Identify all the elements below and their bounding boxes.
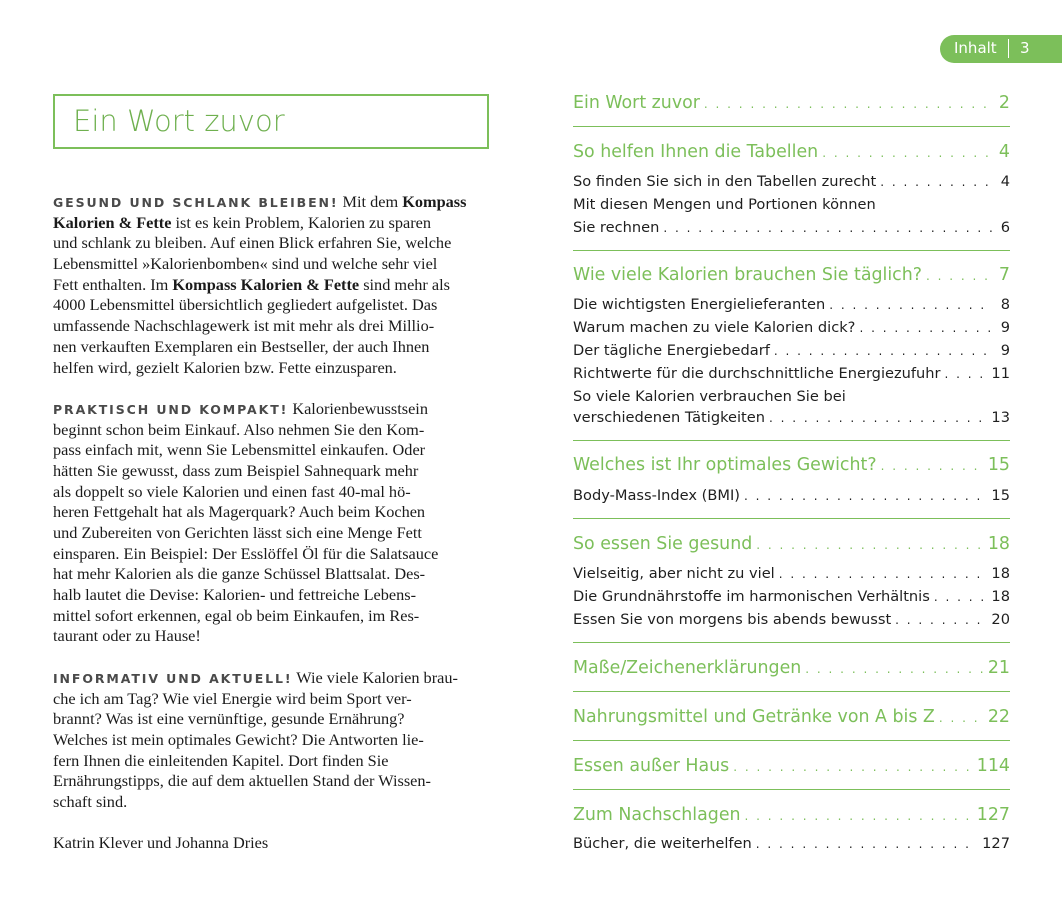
paragraph-gap — [53, 813, 493, 834]
text-line: fern Ihnen die einleitenden Kapitel. Dort finden Sie — [53, 750, 389, 770]
paragraph-heading: GESUND UND SCHLANK BLEIBEN! — [53, 195, 339, 210]
section-label: Inhalt — [954, 39, 997, 57]
text-line: hätten Sie gewusst, dass zum Beispiel Sahnequark mehr — [53, 460, 419, 480]
dot-leader — [822, 146, 992, 160]
toc-chapter-masse[interactable]: Maße/Zeichenerklärungen . . . 21 — [573, 658, 1010, 678]
toc-page: 18 — [987, 534, 1010, 554]
paragraph-heading: PRAKTISCH UND KOMPAKT! — [53, 401, 289, 417]
paragraph-gap — [53, 647, 493, 668]
toc-page: 9 — [1000, 319, 1010, 336]
toc-page: 13 — [991, 409, 1010, 426]
toc-chapter-kalorien-taeglich[interactable]: Wie viele Kalorien brauchen Sie täglich? . . . 7 — [573, 265, 1010, 285]
dot-leader — [895, 613, 987, 627]
text-line: che ich am Tag? Wie viel Energie wird beim Sport ver- — [53, 688, 412, 708]
text-line: schaft sind. — [53, 791, 128, 811]
toc-page: 22 — [987, 707, 1010, 727]
toc-page: 2 — [998, 93, 1010, 113]
toc-page: 20 — [991, 611, 1010, 628]
text-line: Fett enthalten. Im Kompass Kalorien & Fette sind mehr als — [53, 274, 451, 294]
intro-text — [53, 192, 493, 854]
intro-title: Ein Wort zuvor — [73, 104, 285, 138]
toc-divider — [573, 642, 1010, 643]
toc-divider — [573, 126, 1010, 127]
text-line: und Zubereiten von Gerichten lässt sich eine Menge Fett — [53, 523, 422, 542]
toc-page: 11 — [991, 365, 1010, 382]
toc-divider — [573, 691, 1010, 692]
text-line: als doppelt so viele Kalorien und einen fast 40-mal hö- — [53, 481, 411, 501]
text-line: und schlank zu bleiben. Auf einen Blick erfahren Sie, welche — [53, 233, 452, 253]
toc-chapter-nachschlagen[interactable]: Zum Nachschlagen . . . 127 — [573, 805, 1010, 825]
toc-divider — [573, 440, 1010, 441]
tab-divider — [1008, 39, 1009, 58]
toc-page: 21 — [987, 658, 1010, 678]
dot-leader — [733, 760, 973, 774]
text-line: beginnt schon beim Einkauf. Also nehmen Sie den Kom- — [53, 419, 425, 439]
toc-entry-energielieferanten[interactable]: Die wichtigsten Energielieferanten . . . 8 — [573, 296, 1010, 313]
text-line: Lebensmittel »Kalorienbomben« sind und welche sehr viel — [53, 254, 438, 274]
intro-title-box — [53, 94, 489, 149]
toc-entry-bmi[interactable]: Body-Mass-Index (BMI) . . . 15 — [573, 487, 1010, 504]
paragraph-gap — [53, 378, 493, 399]
toc-entry-mengen[interactable]: Sie rechnen . . . 6 — [573, 219, 1010, 236]
dot-leader — [774, 344, 992, 358]
dot-leader — [859, 321, 992, 335]
toc-entry-taetigkeiten-line1[interactable]: So viele Kalorien verbrauchen Sie bei — [573, 388, 846, 405]
toc-divider — [573, 250, 1010, 251]
toc-entry-morgens-abends[interactable]: Essen Sie von morgens bis abends bewusst . . . 20 — [573, 611, 1010, 628]
toc-chapter-essen-gesund[interactable]: So essen Sie gesund . . . 18 — [573, 534, 1010, 554]
dot-leader — [829, 298, 992, 312]
toc-entry-grundnaehrstoffe[interactable]: Die Grundnährstoffe im harmonischen Verhältnis . . . 18 — [573, 588, 1010, 605]
toc-entry-mengen-line1[interactable]: Mit diesen Mengen und Portionen können — [573, 196, 876, 213]
toc-entry-vielseitig[interactable]: Vielseitig, aber nicht zu viel . . . 18 — [573, 565, 1010, 582]
text-line: taurant oder zu Hause! — [53, 626, 201, 646]
paragraph-heading: INFORMATIV UND AKTUELL! — [53, 670, 293, 686]
toc-divider — [573, 789, 1010, 790]
toc-divider — [573, 518, 1010, 519]
toc-entry-tabellen-zurecht[interactable]: So finden Sie sich in den Tabellen zurecht . . . 4 — [573, 173, 1010, 190]
text-line: Kalorien & Fette ist es kein Problem, Kalorien zu sparen — [53, 212, 431, 232]
text-line: brannt? Was ist eine vernünftige, gesunde Ernährung? — [53, 709, 405, 729]
dot-leader — [756, 837, 978, 851]
toc-entry-kalorien-dick[interactable]: Warum machen zu viele Kalorien dick? . . . 9 — [573, 319, 1010, 336]
page-number: 3 — [1020, 39, 1030, 57]
text-line: Ernährungstipps, die auf dem aktuellen Stand der Wissen- — [53, 771, 431, 791]
dot-leader — [881, 459, 984, 473]
toc-entry-taetigkeiten[interactable]: verschiedenen Tätigkeiten . . . 13 — [573, 409, 1010, 426]
toc-page: 9 — [1000, 342, 1010, 359]
toc-page: 4 — [998, 142, 1010, 162]
toc-page: 127 — [982, 835, 1010, 852]
dot-leader — [880, 175, 992, 189]
text-line: pass einfach mit, wenn Sie Lebensmittel einkaufen. Oder — [53, 440, 426, 460]
toc-chapter-essen-ausser-haus[interactable]: Essen außer Haus . . . 114 — [573, 756, 1010, 776]
toc-page: 4 — [1000, 173, 1010, 190]
dot-leader — [805, 662, 984, 676]
toc-chapter-nahrungsmittel[interactable]: Nahrungsmittel und Getränke von A bis Z . . . 22 — [573, 707, 1010, 727]
toc-entry-buecher[interactable]: Bücher, die weiterhelfen . . . 127 — [573, 835, 1010, 852]
dot-leader — [939, 711, 984, 725]
section-tab — [940, 35, 1062, 63]
toc-page: 7 — [998, 265, 1010, 285]
text-line: hat mehr Kalorien als die ganze Schüssel Blattsalat. Des- — [53, 564, 426, 584]
toc-page: 18 — [991, 588, 1010, 605]
toc-page: 6 — [1000, 219, 1010, 236]
text-line: GESUND UND SCHLANK BLEIBEN! Mit dem Kompass — [53, 192, 467, 211]
dot-leader — [744, 489, 987, 503]
toc-page: 8 — [1000, 296, 1010, 313]
text-line: PRAKTISCH UND KOMPAKT! Kalorienbewusstsein — [53, 398, 428, 418]
toc-chapter-optimales-gewicht[interactable]: Welches ist Ihr optimales Gewicht? . . . 15 — [573, 455, 1010, 475]
toc-chapter-ein-wort-zuvor[interactable]: Ein Wort zuvor . . . 2 — [573, 93, 1010, 113]
toc-entry-richtwerte[interactable]: Richtwerte für die durchschnittliche Energiezufuhr . . . 11 — [573, 365, 1010, 382]
toc-page: 127 — [976, 805, 1010, 825]
text-line: 4000 Lebensmittel übersichtlich gegliedert aufgelistet. Das — [53, 295, 438, 315]
text-line: INFORMATIV UND AKTUELL! Wie viele Kalorien brau- — [53, 667, 458, 687]
authors: Katrin Klever und Johanna Dries — [53, 833, 269, 853]
toc-divider — [573, 740, 1010, 741]
toc-page: 15 — [987, 455, 1010, 475]
dot-leader — [769, 411, 987, 425]
toc-page: 18 — [991, 565, 1010, 582]
toc-chapter-tabellen[interactable]: So helfen Ihnen die Tabellen . . . 4 — [573, 142, 1010, 162]
dot-leader — [745, 809, 973, 823]
dot-leader — [756, 538, 984, 552]
text-line: halb lautet die Devise: Kalorien- und fettreiche Lebens- — [53, 585, 417, 605]
dot-leader — [663, 221, 992, 235]
dot-leader — [934, 590, 988, 604]
dot-leader — [704, 97, 992, 111]
text-line: helfen wird, gezielt Kalorien bzw. Fette einzusparen. — [53, 357, 397, 377]
toc-page: 114 — [976, 756, 1010, 776]
toc-page: 15 — [991, 487, 1010, 504]
dot-leader — [779, 567, 988, 581]
text-line: umfassende Nachschlagewerk ist mit mehr als drei Millio- — [53, 316, 435, 336]
text-line: mittel sofort erkennen, egal ob beim Einkaufen, im Res- — [53, 605, 420, 625]
text-line: einsparen. Ein Beispiel: Der Esslöffel Öl für die Salatsauce — [53, 543, 439, 563]
toc-entry-energiebedarf[interactable]: Der tägliche Energiebedarf . . . 9 — [573, 342, 1010, 359]
text-line: Welches ist mein optimales Gewicht? Die Antworten lie- — [53, 729, 424, 749]
text-line: nen verkauften Exemplaren ein Bestseller, der auch Ihnen — [53, 336, 430, 356]
text-line: heren Fettgehalt hat als Magerquark? Auch beim Kochen — [53, 502, 426, 522]
dot-leader — [945, 367, 988, 381]
dot-leader — [926, 269, 992, 283]
